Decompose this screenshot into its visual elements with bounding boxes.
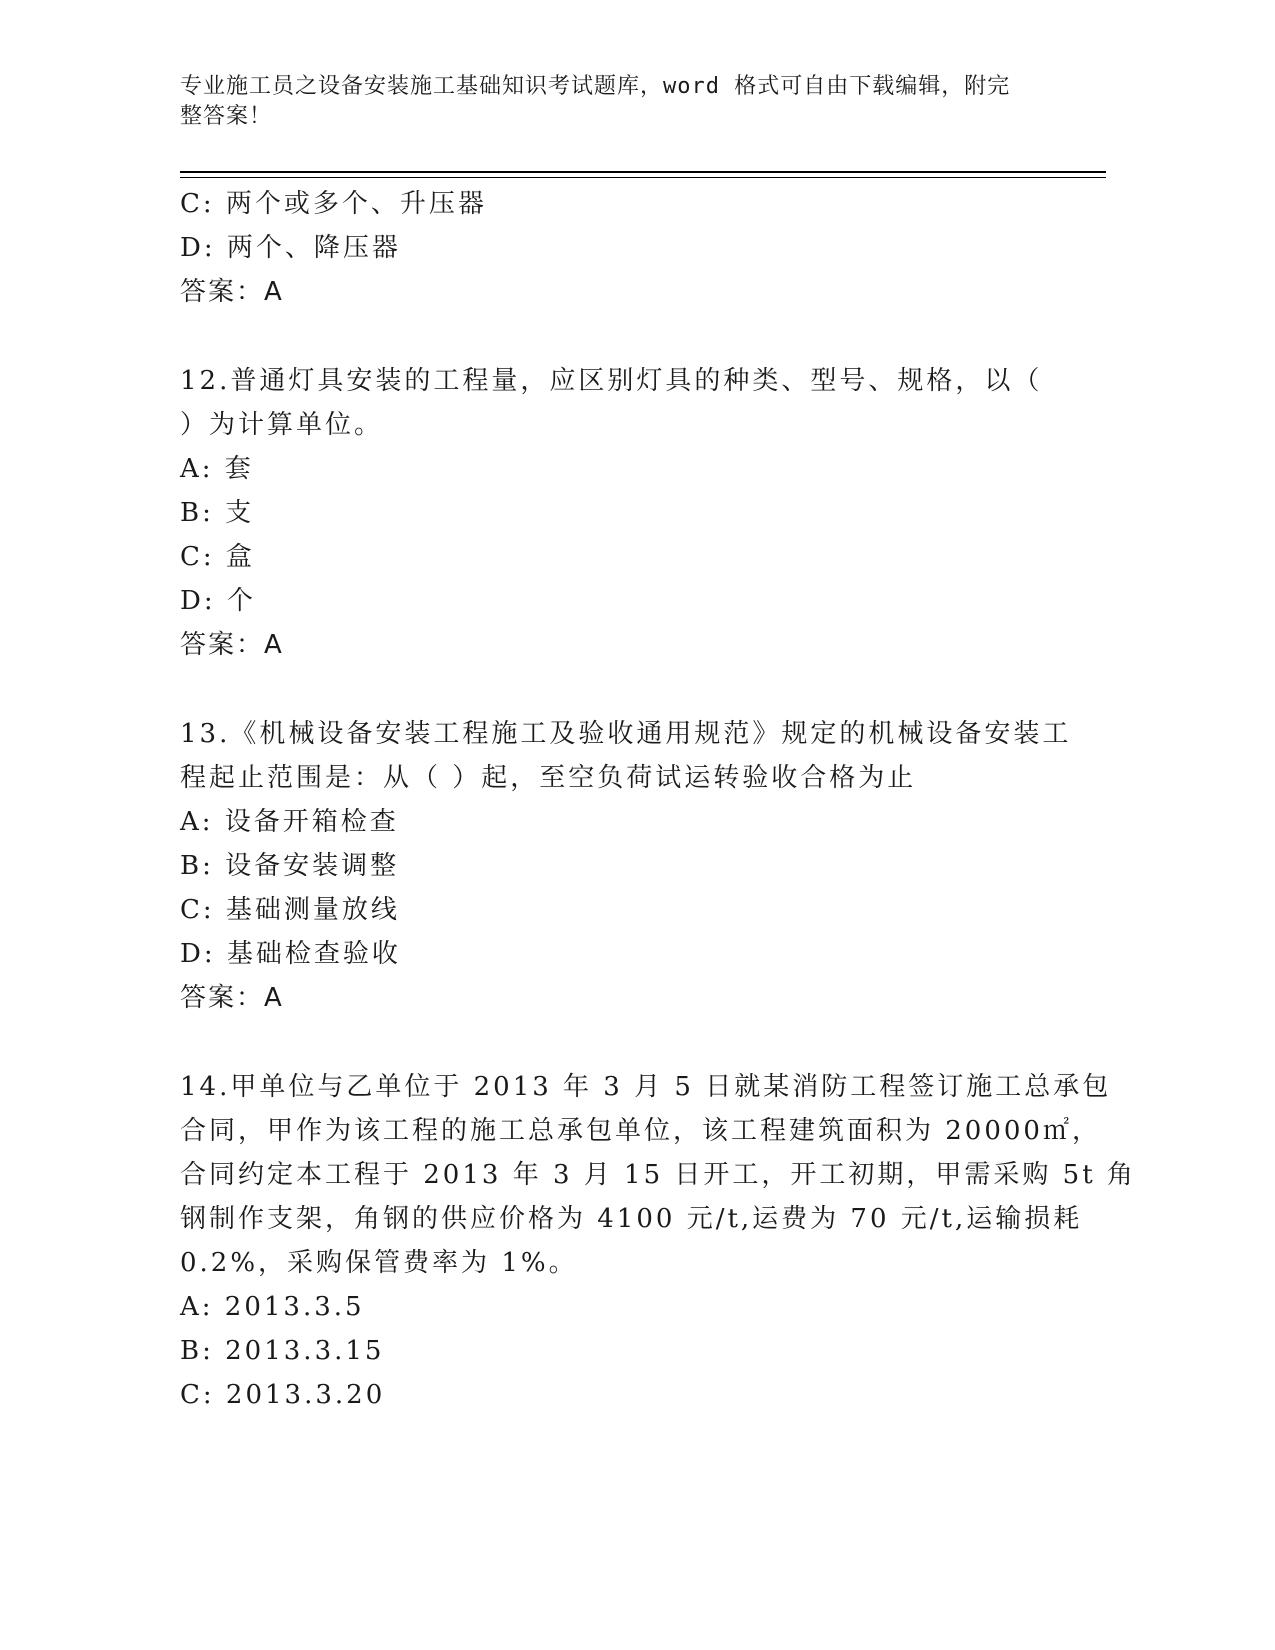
question-text-line: 合同，甲作为该工程的施工总承包单位，该工程建筑面积为 20000㎡， [180, 1116, 1101, 1146]
option-c: C: 两个或多个、升压器 [180, 189, 487, 219]
question-text-line: 0.2%，采购保管费率为 1%。 [180, 1248, 578, 1278]
question-text-line: 13.《机械设备安装工程施工及验收通用规范》规定的机械设备安装工 [180, 719, 1072, 749]
question-11-tail [180, 182, 1040, 314]
question-13 [180, 712, 1072, 1020]
answer: 答案：A [180, 277, 284, 307]
option-c: C: 2013.3.20 [180, 1380, 386, 1410]
document-body [180, 182, 1136, 1417]
question-text-line: ）为计算单位。 [180, 410, 384, 440]
option-d: D: 基础检查验收 [180, 939, 401, 969]
header-divider-thin [180, 177, 1106, 178]
option-d: D: 个 [180, 586, 256, 616]
option-b: B: 支 [180, 498, 255, 528]
option-b: B: 设备安装调整 [180, 851, 400, 881]
header-divider-thick [180, 171, 1106, 173]
option-a: A: 2013.3.5 [180, 1292, 365, 1322]
question-text-line: 12.普通灯具安装的工程量，应区别灯具的种类、型号、规格，以（ [180, 366, 1043, 396]
spacer [180, 314, 1040, 359]
option-d: D: 两个、降压器 [180, 233, 401, 263]
question-text-line: 程起止范围是：从（ ）起，至空负荷试运转验收合格为止 [180, 763, 917, 793]
question-text-line: 钢制作支架，角钢的供应价格为 4100 元/t,运费为 70 元/t,运输损耗 [180, 1204, 1083, 1234]
option-c: C: 盒 [180, 542, 255, 572]
option-a: A: 套 [180, 454, 254, 484]
option-b: B: 2013.3.15 [180, 1336, 385, 1366]
answer: 答案：A [180, 983, 284, 1013]
option-a: A: 设备开箱检查 [180, 807, 399, 837]
document-header [180, 72, 1040, 132]
spacer [180, 1020, 1040, 1065]
option-c: C: 基础测量放线 [180, 895, 400, 925]
question-text-line: 14.甲单位与乙单位于 2013 年 3 月 5 日就某消防工程签订施工总承包 [180, 1072, 1112, 1102]
answer: 答案：A [180, 630, 284, 660]
question-12 [180, 359, 1043, 667]
header-line-2: 整答案！ [180, 104, 273, 129]
header-line-1: 专业施工员之设备安装施工基础知识考试题库，word 格式可自由下载编辑，附完 [180, 74, 1011, 99]
question-14 [180, 1065, 1136, 1417]
question-text-line: 合同约定本工程于 2013 年 3 月 15 日开工，开工初期，甲需采购 5t 角 [180, 1160, 1136, 1190]
spacer [180, 667, 1040, 712]
